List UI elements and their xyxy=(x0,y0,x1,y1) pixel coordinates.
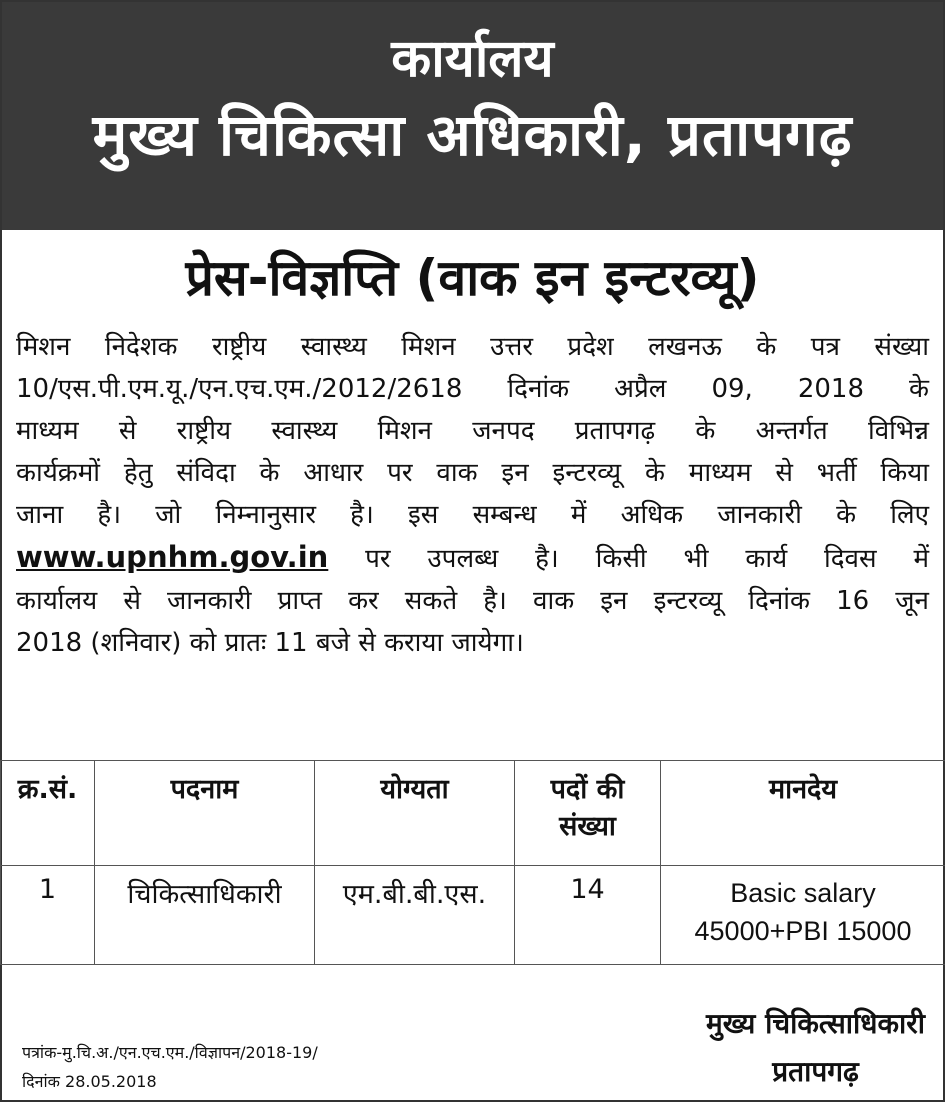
cell-post: चिकित्साधिकारी xyxy=(95,866,315,965)
col-header-post: पदनाम xyxy=(95,761,315,866)
body-line: कार्यालय से जानकारी प्राप्त कर सकते है। वाक इन इन्टरव्यू दिनांक 16 जून xyxy=(16,586,929,616)
body-line: मिशन निदेशक राष्ट्रीय स्वास्थ्य मिशन उत्तर प्रदेश लखनऊ के पत्र संख्या xyxy=(16,332,929,362)
signatory-title: मुख्य चिकित्साधिकारी xyxy=(705,1007,925,1040)
salary-line-basic: Basic salary xyxy=(730,878,876,908)
cell-sno: 1 xyxy=(1,866,95,965)
cell-qualification: एम.बी.बी.एस. xyxy=(315,866,515,965)
col-header-honorarium: मानदेय xyxy=(661,761,945,866)
body-line: कार्यक्रमों हेतु संविदा के आधार पर वाक इन इन्टरव्यू के माध्यम से भर्ती किया xyxy=(16,458,929,488)
reference-number: पत्रांक-मु.चि.अ./एन.एच.एम./विज्ञापन/2018-19/ xyxy=(22,1043,318,1062)
cell-count: 14 xyxy=(515,866,661,965)
posts-table xyxy=(0,760,945,965)
body-line: 2018 (शनिवार) को प्रातः 11 बजे से कराया जायेगा। xyxy=(16,628,524,658)
signatory-block xyxy=(706,1000,925,1096)
body-line: जाना है। जो निम्नानुसार है। इस सम्बन्ध में अधिक जानकारी के लिए xyxy=(16,500,929,530)
notice-body xyxy=(2,326,943,664)
col-header-sno: क्र.सं. xyxy=(1,761,95,866)
body-line: 10/एस.पी.एम.यू./एन.एच.एम./2012/2618 दिनांक अप्रैल 09, 2018 के xyxy=(16,374,929,404)
body-line: माध्यम से राष्ट्रीय स्वास्थ्य मिशन जनपद प्रतापगढ़ के अन्तर्गत विभिन्न xyxy=(16,416,929,446)
reference-block xyxy=(22,1038,318,1096)
salary-line-amount: 45000+PBI 15000 xyxy=(694,916,912,946)
col-header-count: पदों की संख्या xyxy=(515,761,661,866)
upnhm-website-link[interactable]: www.upnhm.gov.in xyxy=(16,540,329,574)
title-section xyxy=(2,230,943,326)
signatory-place: प्रतापगढ़ xyxy=(772,1055,859,1088)
header-banner xyxy=(2,2,943,230)
notice-title: प्रेस-विज्ञप्ति (वाक इन इन्टरव्यू) xyxy=(185,249,760,307)
office-heading: कार्यालय xyxy=(391,29,554,89)
reference-date: दिनांक 28.05.2018 xyxy=(22,1072,157,1091)
col-header-qualification: योग्यता xyxy=(315,761,515,866)
authority-heading: मुख्य चिकित्सा अधिकारी, प्रतापगढ़ xyxy=(92,101,853,169)
cell-salary xyxy=(661,866,945,965)
link-suffix: पर उपलब्ध है। किसी भी कार्य दिवस में xyxy=(328,544,929,574)
body-line-with-link xyxy=(16,536,929,580)
table-header-row xyxy=(1,761,945,866)
table-row xyxy=(1,866,945,965)
